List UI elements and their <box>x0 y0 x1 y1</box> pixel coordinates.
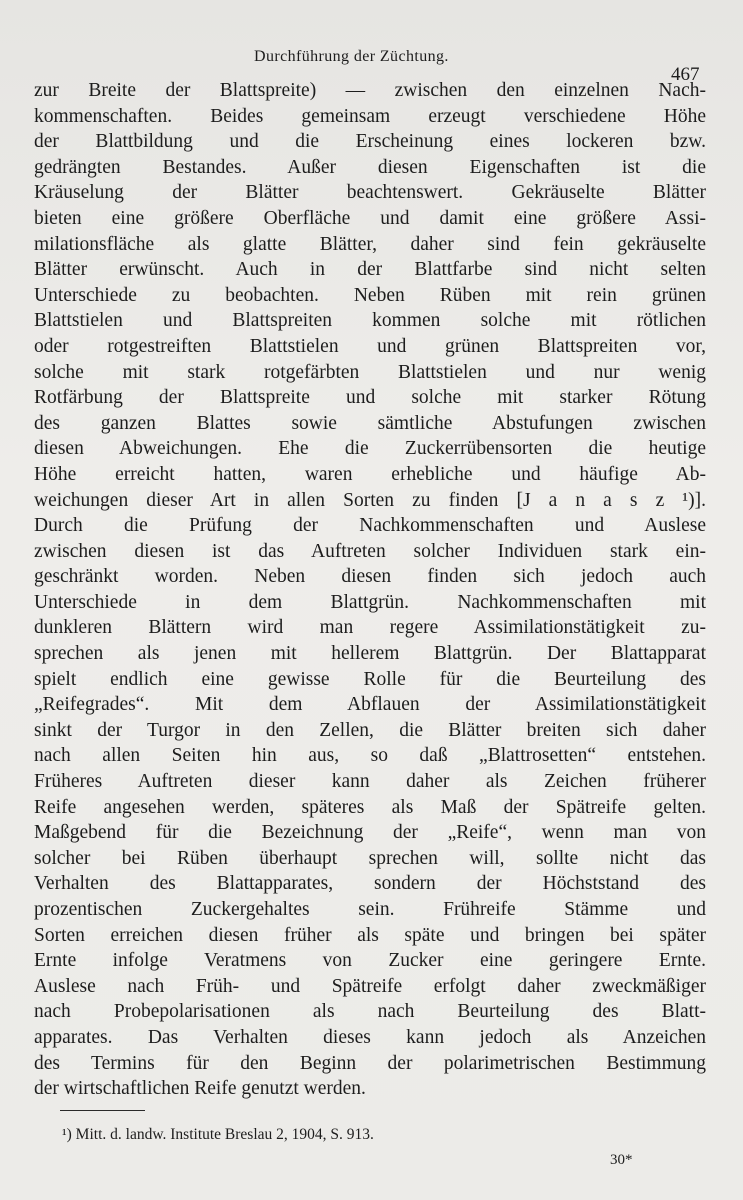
text-line: Durch die Prüfung der Nachkommenschaften und Auslese <box>34 515 706 537</box>
text-line: sinkt der Turgor in den Zellen, die Blätter breiten sich daher <box>34 719 706 741</box>
running-head: Durchführung der Züchtung. <box>254 48 449 65</box>
text-line: diesen Abweichungen. Ehe die Zuckerrübensorten die heutige <box>34 438 706 460</box>
text-line: dunkleren Blättern wird man regere Assimilationstätigkeit zu- <box>34 617 706 639</box>
text-line: Verhalten des Blattapparates, sondern der Höchststand des <box>34 873 706 895</box>
text-line: geschränkt worden. Neben diesen finden sich jedoch auch <box>34 566 706 588</box>
text-line: zur Breite der Blattspreite) — zwischen den einzelnen Nach- <box>34 80 706 101</box>
text-line: spielt endlich eine gewisse Rolle für die Beurteilung des <box>34 668 706 690</box>
text-line: sprechen als jenen mit hellerem Blattgrün. Der Blattapparat <box>34 643 706 665</box>
text-line: solcher bei Rüben überhaupt sprechen will, sollte nicht das <box>34 847 706 869</box>
text-line: milationsfläche als glatte Blätter, daher sind fein gekräuselte <box>34 233 706 255</box>
body-text <box>34 78 706 1102</box>
text-line: nach Probepolarisationen als nach Beurteilung des Blatt- <box>34 1001 706 1023</box>
text-line: kommenschaften. Beides gemeinsam erzeugt verschiedene Höhe <box>34 105 706 127</box>
signature-mark: 30* <box>610 1152 633 1168</box>
text-line: des ganzen Blattes sowie sämtliche Abstufungen zwischen <box>34 412 706 434</box>
text-line: der Blattbildung und die Erscheinung eines lockeren bzw. <box>34 131 706 153</box>
text-line: Kräuselung der Blätter beachtenswert. Gekräuselte Blätter <box>34 182 706 204</box>
text-line: Sorten erreichen diesen früher als späte und bringen bei später <box>34 924 706 946</box>
text-line: „Reifegrades“. Mit dem Abflauen der Assimilationstätigkeit <box>34 694 706 716</box>
text-line: des Termins für den Beginn der polarimetrischen Bestimmung <box>34 1052 706 1074</box>
text-line: Auslese nach Früh- und Spätreife erfolgt daher zweckmäßiger <box>34 975 706 997</box>
text-line: prozentischen Zuckergehaltes sein. Frühreife Stämme und <box>34 899 706 920</box>
text-line: Reife angesehen werden, späteres als Maß der Spätreife gelten. <box>34 796 706 818</box>
text-line: Rotfärbung der Blattspreite und solche mit starker Rötung <box>34 387 706 409</box>
text-line: zwischen diesen ist das Auftreten solcher Individuen stark ein- <box>34 540 706 562</box>
text-line: Früheres Auftreten dieser kann daher als Zeichen früherer <box>34 771 706 793</box>
text-line: gedrängten Bestandes. Außer diesen Eigenschaften ist die <box>34 156 706 178</box>
text-line: Ernte infolge Veratmens von Zucker eine geringere Ernte. <box>34 950 706 972</box>
text-line: Blätter erwünscht. Auch in der Blattfarbe sind nicht selten <box>34 259 706 281</box>
text-line: apparates. Das Verhalten dieses kann jedoch als Anzeichen <box>34 1026 706 1048</box>
text-line: Unterschiede in dem Blattgrün. Nachkommenschaften mit <box>34 591 706 613</box>
text-line: nach allen Seiten hin aus, so daß „Blattrosetten“ entstehen. <box>34 745 706 767</box>
text-line: Unterschiede zu beobachten. Neben Rüben mit rein grünen <box>34 284 706 306</box>
text-line: solche mit stark rotgefärbten Blattstielen und nur wenig <box>34 361 706 383</box>
footnote: ¹) Mitt. d. landw. Institute Breslau 2, 1904, S. 913. <box>62 1126 374 1143</box>
text-line: Blattstielen und Blattspreiten kommen solche mit rötlichen <box>34 310 706 332</box>
text-line: Höhe erreicht hatten, waren erhebliche und häufige Ab- <box>34 463 706 485</box>
text-line: Maßgebend für die Bezeichnung der „Reife“, wenn man von <box>34 822 706 844</box>
footnote-rule <box>60 1110 145 1111</box>
text-line: weichungen dieser Art in allen Sorten zu finden [J a n a s z ¹)]. <box>34 489 706 511</box>
text-line: oder rotgestreiften Blattstielen und grünen Blattspreiten vor, <box>34 335 706 357</box>
page-number: 467 <box>671 64 700 85</box>
text-line: bieten eine größere Oberfläche und damit eine größere Assi- <box>34 207 706 229</box>
text-line: der wirtschaftlichen Reife genutzt werden. <box>34 1078 366 1100</box>
